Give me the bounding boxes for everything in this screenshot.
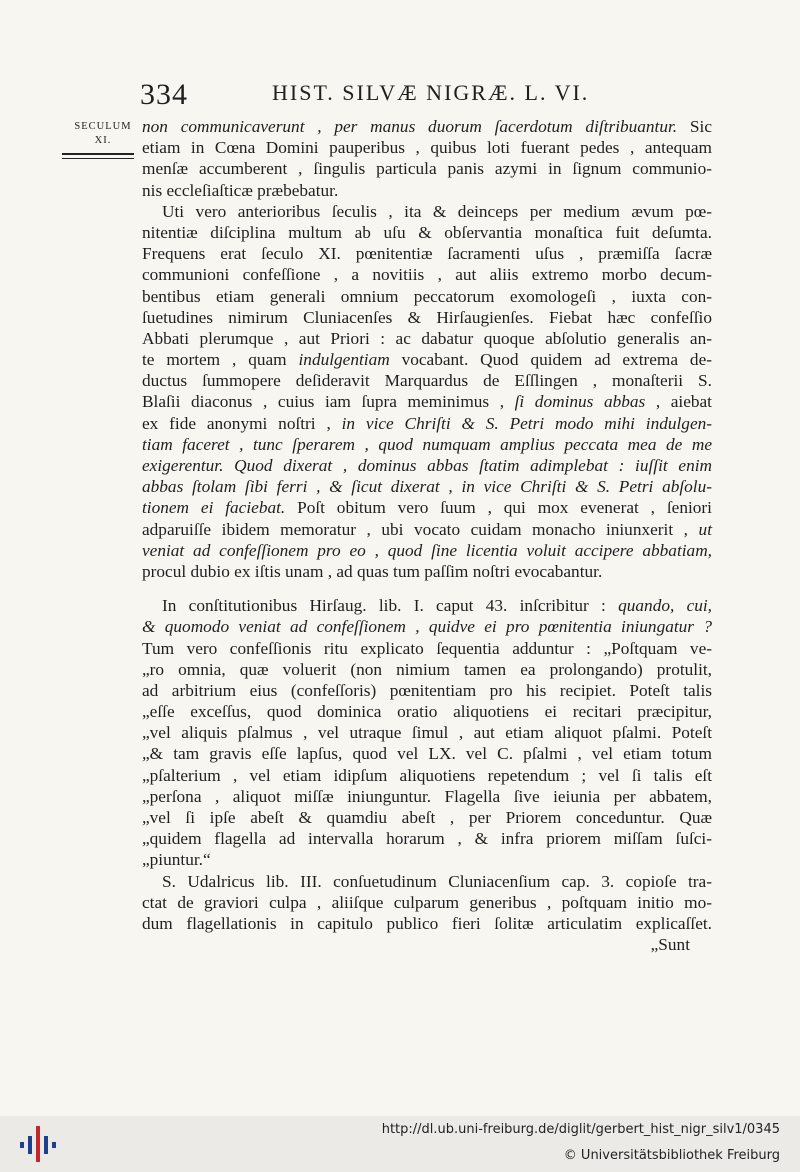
text-line [142, 180, 712, 201]
text-line [142, 413, 712, 434]
text-line [142, 497, 712, 518]
ub-freiburg-logo-icon[interactable] [18, 1124, 58, 1164]
roman-text: Tum vero confeſſionis ritu explicato ſequentia adduntur : „Poſtquam ve- [142, 638, 712, 658]
italic-text: non communicaverunt , per manus duorum ſacerdotum diſtribuantur. [142, 117, 678, 136]
text-line [142, 137, 712, 158]
roman-text: bentibus etiam generali omnium peccatorum exomologeſi , iuxta con- [142, 286, 712, 306]
italic-text: tionem ei faciebat. [142, 498, 286, 518]
text-line [142, 116, 712, 137]
text-line [142, 680, 712, 701]
text-line [142, 540, 712, 561]
text-line [142, 455, 712, 476]
roman-text: Sic [677, 117, 712, 136]
text-line [142, 807, 712, 828]
italic-text: indulgentiam [298, 350, 390, 370]
margin-note [70, 120, 136, 148]
text-line [142, 659, 712, 680]
text-line [142, 892, 712, 913]
italic-text: & quomodo veniat ad confeſſionem , quidve ei pro pœnitentia iniungatur ? [142, 617, 712, 637]
roman-text: communioni confeſſione , a novitiis , aut aliis extremo morbo decum- [142, 265, 712, 285]
text-line [142, 307, 712, 328]
text-line [142, 201, 712, 222]
paragraph-gap [142, 582, 712, 595]
text-line [142, 934, 712, 955]
roman-text: nitentiæ diſciplina multum ab uſu & obſervantia monaſtica fuit deſumta. [142, 222, 712, 242]
text-line [142, 561, 712, 582]
text-line [142, 595, 712, 616]
roman-text: S. Udalricus lib. III. conſuetudinum Cluniacenſium cap. 3. copioſe tra- [162, 871, 712, 891]
text-line [142, 786, 712, 807]
footer-bar [0, 1116, 800, 1172]
roman-text: menſæ accumberent , ſingulis particula panis azymi in ſignum communio- [142, 159, 712, 179]
text-line [142, 638, 712, 659]
italic-text: tiam faceret , tunc ſperarem , quod numquam amplius peccata mea de me [142, 434, 712, 454]
roman-text: ductus ſummopere deſideravit Marquardus de Eſſlingen , monaſterii S. [142, 371, 712, 391]
text-line [142, 328, 712, 349]
text-line [142, 264, 712, 285]
roman-text: Uti vero anterioribus ſeculis , ita & deinceps per medium ævum pœ- [162, 201, 712, 221]
italic-text: ut [698, 519, 712, 539]
italic-text: in vice Chriſti & S. Petri modo mihi indulgen- [341, 413, 713, 433]
roman-text: In conſtitutionibus Hirſaug. lib. I. caput 43. inſcribitur : [162, 596, 619, 616]
roman-text: „ro omnia, quæ voluerit (non nimium tamen ea prolongando) protulit, [142, 659, 712, 679]
roman-text: vocabant. Quod quidem ad extrema de- [389, 350, 712, 370]
italic-text: ſi dominus abbas [514, 392, 646, 412]
roman-text: ctat de graviori culpa , aliiſque culparum generibus , poſtquam initio mo- [142, 892, 712, 912]
text-line [142, 286, 712, 307]
roman-text: Poſt obitum vero ſuum , qui mox evenerat , ſeniori [285, 498, 712, 518]
roman-text: adparuiſſe ibidem memoratur , ubi vocato cuidam monacho iniunxerit , [142, 519, 699, 539]
roman-text: „pſalterium , vel etiam idipſum aliquotiens repetendum ; vel ſi talis eſt [142, 765, 712, 785]
text-line [142, 476, 712, 497]
page-number: 334 [140, 78, 188, 111]
text-line [142, 370, 712, 391]
roman-text: „& tam gravis eſſe lapſus, quod vel LX. vel C. pſalmi , vel etiam totum [142, 744, 712, 764]
body-text [142, 116, 712, 955]
roman-text: „quidem flagella ad intervalla horarum , & infra priorem miſſam ſuſci- [142, 829, 712, 849]
running-head: HIST. SILVÆ NIGRÆ. L. VI. [272, 80, 590, 105]
roman-text: „eſſe exceſſus, quod dominica oratio aliquotiens ei recitari præcipitur, [142, 702, 712, 722]
roman-text: etiam in Cœna Domini pauperibus , quibus loti fuerant pedes , antequam [142, 138, 712, 158]
text-line [142, 913, 712, 934]
roman-text: „Sunt [650, 935, 690, 955]
italic-text: quando, cui, [618, 596, 713, 616]
text-line [142, 828, 712, 849]
roman-text: Blaſii diaconus , cuius iam ſupra meminimus , [142, 392, 515, 412]
roman-text: Abbati plerumque , aut Priori : ac dabatur quoque abſolutio generalis an- [142, 328, 712, 348]
text-line [142, 243, 712, 264]
italic-text: abbas ſtolam ſibi ferri , & ſicut dixerat , in vice Chriſti & S. Petri abſolu- [142, 477, 712, 497]
roman-text: „piuntur.“ [142, 850, 211, 870]
text-line [142, 434, 712, 455]
italic-text: exigerentur. Quod dixerat , dominus abbas ſtatim adimplebat : iuſſit enim [142, 456, 712, 475]
roman-text: procul dubio ex iſtis unam , ad quas tum paſſim noſtri evocabantur. [142, 561, 603, 581]
roman-text: te mortem , quam [142, 350, 299, 370]
source-url-link[interactable]: http://dl.ub.uni-freiburg.de/diglit/gerbert_hist_nigr_silv1/0345 [381, 1122, 780, 1137]
text-line [142, 849, 712, 870]
text-line [142, 765, 712, 786]
text-line [142, 391, 712, 412]
roman-text: „vel aliquis pſalmus , vel utraque ſimul , aut etiam aliquot pſalmi. Poteſt [142, 723, 712, 743]
margin-note-line: SECULUM [74, 121, 132, 132]
text-line [142, 349, 712, 370]
text-line [142, 743, 712, 764]
roman-text: „vel ſi ipſe abeſt & quamdiu abeſt , per Priorem conceduntur. Quæ [142, 808, 712, 827]
text-line [142, 722, 712, 743]
roman-text: dum flagellationis in capitulo publico fieri ſolitæ articulatim explicaſſet. [142, 913, 712, 933]
roman-text: , aiebat [645, 392, 712, 412]
roman-text: ex fide anonymi noſtri , [142, 413, 342, 433]
roman-text: Frequens erat ſeculo XI. pœnitentiæ ſacramenti uſus , præmiſſa ſacræ [142, 244, 712, 264]
italic-text: veniat ad confeſſionem pro eo , quod ſine licentia voluit accipere abbatiam, [142, 540, 712, 560]
copyright-text: © Universitätsbibliothek Freiburg [563, 1148, 780, 1163]
text-line [142, 701, 712, 722]
roman-text: nis eccleſiaſticæ præbebatur. [142, 180, 339, 200]
text-line [142, 158, 712, 179]
text-line [142, 222, 712, 243]
roman-text: ad arbitrium eius (confeſſoris) pœnitentiam pro his recipiet. Poteſt talis [142, 680, 712, 700]
margin-note-line: XI. [94, 135, 112, 146]
text-line [142, 519, 712, 540]
text-line [142, 871, 712, 892]
roman-text: ſuetudines nimirum Cluniacenſes & Hirſaugienſes. Fiebat hæc confeſſio [142, 307, 712, 327]
text-line [142, 616, 712, 637]
roman-text: „perſona , aliquot miſſæ iniunguntur. Flagella ſive ieiunia per abbatem, [142, 786, 712, 806]
